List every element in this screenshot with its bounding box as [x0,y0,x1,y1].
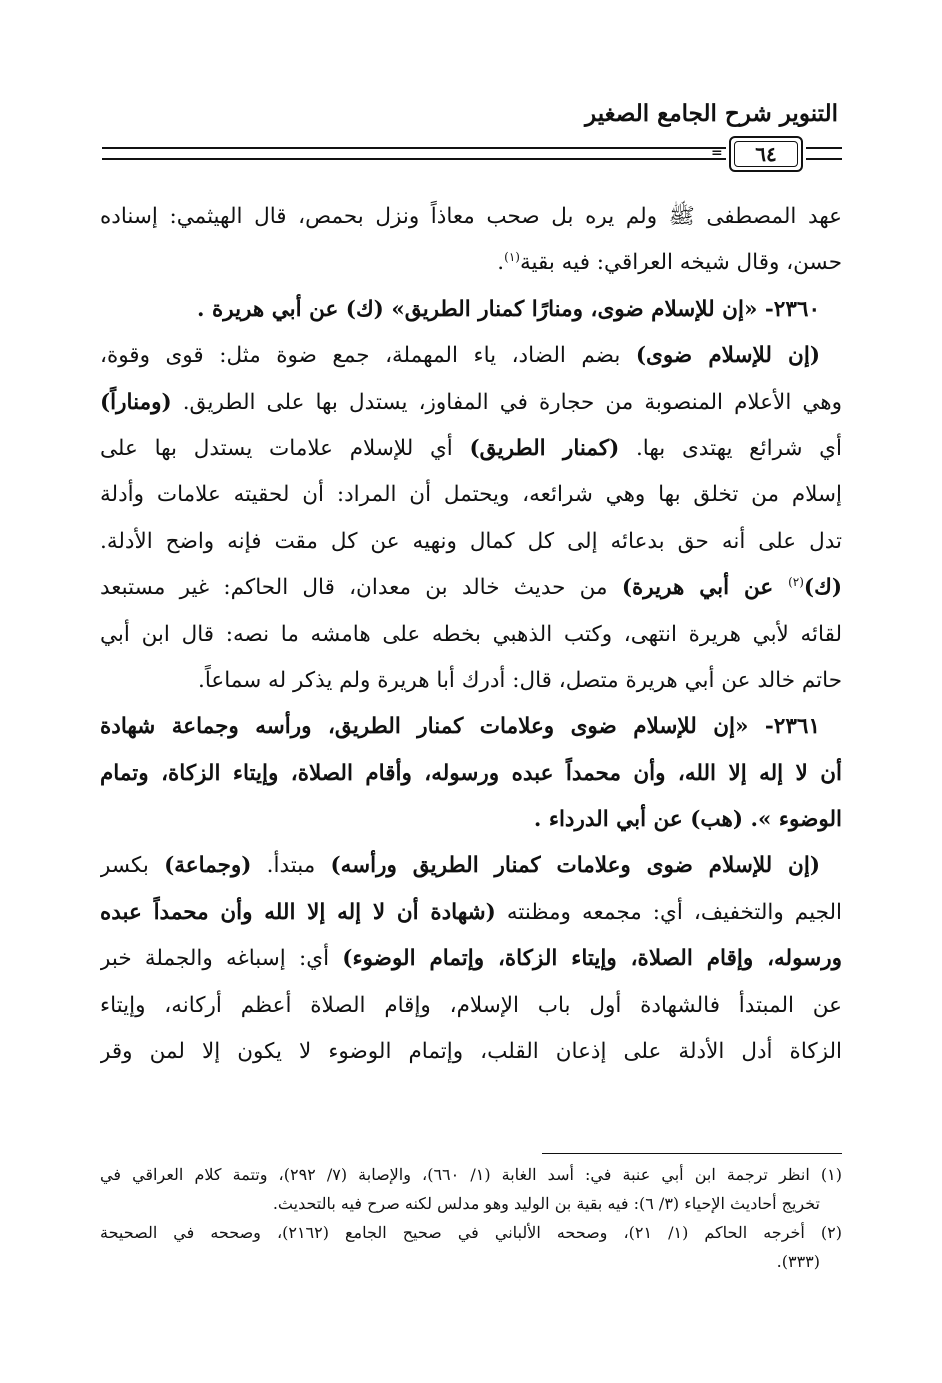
header-rule-left [102,147,726,160]
text-line: إسلام من تخلق بها وهي شرائعه، ويحتمل أن المراد: أن لحقيته علامات وأدلة [100,482,842,508]
hadith-heading: الوضوء ». (هب) عن أبي الدرداء . [533,807,842,833]
footnote-ref: (٢) [788,574,804,589]
hadith-heading: ٢٣٦٠- «إن للإسلام ضوى، ومنارًا كمنار الطريق» (ك) عن أبي هريرة . [196,296,820,322]
text-line: الزكاة أدل الأدلة على إذعان القلب، وإتمام الوضوء لا يكون إلا لمن وقر [100,1039,842,1065]
text-line: لقائه لأبي هريرة انتهى، وكتب الذهبي بخطه على هامشه ما نصه: قال ابن أبي [100,621,842,647]
text-line: (ك)$^{(٢)}$ عن أبي هريرة) من حديث خالد بن معدان، قال الحاكم: غير مستبعد [100,574,842,601]
text-line: عهد المصطفى ﷺ ولم يره بل صحب معاذاً ونزل بحمص، قال الهيثمي: إسناده [100,204,842,229]
text-line: حاتم خالد عن أبي هريرة متصل، قال: أدرك أبا هريرة ولم يذكر له سماعاً. [198,667,842,693]
footnote-line: تخريج أحاديث الإحياء (٣/ ٦): فيه بقية بن الوليد وهو مدلس لكنه صرح فيه بالتحديث. [272,1194,820,1213]
footnote-line: (١) انظر ترجمة ابن أبي عنبة في: أسد الغابة (١/ ٦٦٠)، والإصابة (٧/ ٢٩٢)، وتتمة كلام العراقي في [100,1165,842,1184]
text-line: أي شرائع يهتدى بها. (كمنار الطريق) أي للإسلام علامات يستدل بها على [100,435,842,461]
page-number-box [711,136,803,172]
text-line: (إن للإسلام ضوى) بضم الضاد، ياء المهملة، جمع ضوة مثل: قوى وقوة، [100,343,820,369]
text-line: الجيم والتخفيف، أي: مجمعه ومظنته (شهادة أن لا إله إلا الله وأن محمداً عبده [100,899,842,925]
text-line: ورسوله، وإقام الصلاة، وإيتاء الزكاة، وإتمام الوضوء) أي: إسباغه والجملة خبر [100,946,842,972]
footnote-line: (٢) أخرجه الحاكم (١/ ٢١)، وصححه الألباني في صحيح الجامع (٢١٦٢)، وصححه في الصحيحة [100,1223,842,1242]
text-line: حسن، وقال شيخه العراقي: فيه بقية$^{(١)}$. [497,250,842,276]
main-text [100,194,842,1075]
footnotes [100,1160,842,1276]
footnote-ref: (١) [504,250,520,265]
text-line: (إن للإسلام ضوى وعلامات كمنار الطريق ورأسه) مبتدأ. (وجماعة) بكسر [100,853,820,879]
header-rule-right [806,147,842,160]
text-line: تدل على أنه حق بدعائه إلى كل كمال ونهيه عن كل مقت فإنه واضح الأدلة. [100,528,842,554]
page-number: ٦٤ [755,142,777,166]
hadith-heading: أن لا إله إلا الله، وأن محمداً عبده ورسوله، وأقام الصلاة، وإيتاء الزكاة، وتمام [100,760,842,786]
footnote-rule [542,1153,842,1154]
lead-mark: = [711,145,723,161]
text-line: عن المبتدأ فالشهادة أول باب الإسلام، وإقام الصلاة أعظم أركانه، وإيتاء [100,992,842,1018]
footnote-line: (٣٣٣). [776,1252,820,1271]
running-title: التنوير شرح الجامع الصغير [585,100,838,127]
hadith-heading: ٢٣٦١- «إن للإسلام ضوى وعلامات كمنار الطريق، ورأسه وجماعة شهادة [100,714,820,740]
text-line: وهي الأعلام المنصوبة من حجارة في المفاوز، يستدل بها على الطريق. (ومناراً) [100,389,842,415]
